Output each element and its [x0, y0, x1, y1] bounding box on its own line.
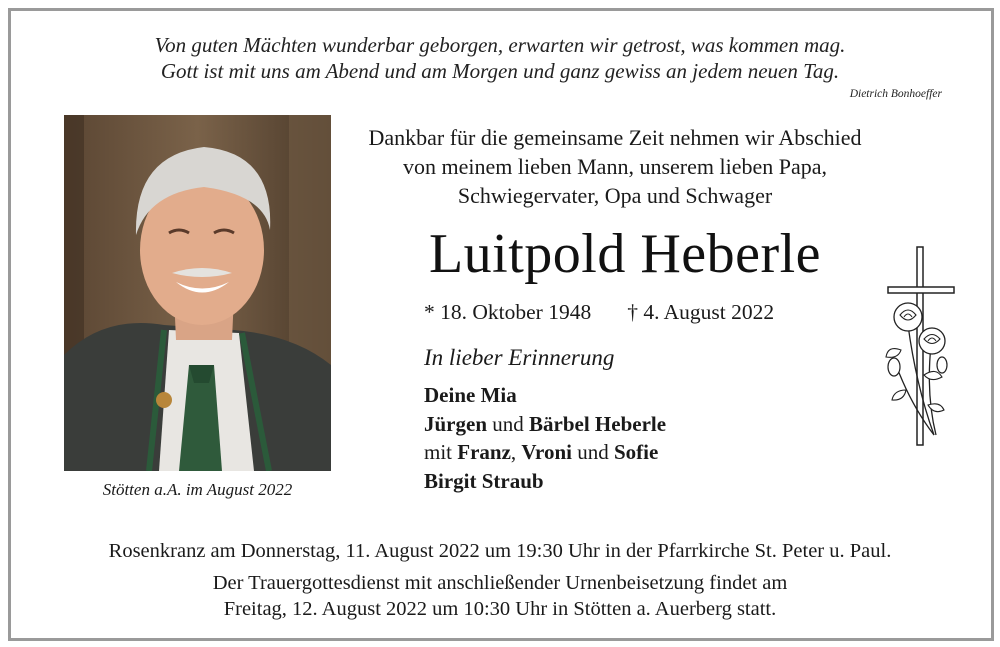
family-member: Franz [457, 440, 511, 464]
family-member: Vroni [521, 440, 572, 464]
death-date: † 4. August 2022 [627, 300, 775, 324]
memorial-heading: In lieber Erinnerung [424, 345, 615, 370]
intro-line-3: Schwiegervater, Opa und Schwager [457, 183, 773, 208]
quote-line-2: Gott ist mit uns am Abend und am Morgen und ganz gewiss an jedem neuen Tag. [160, 59, 840, 83]
cross-rose-icon [876, 245, 964, 450]
family-member: Jürgen [424, 411, 487, 436]
photo-caption: Stötten a.A. im August 2022 [102, 480, 293, 499]
rosary-notice: Rosenkranz am Donnerstag, 11. August 2022 um 19:30 Uhr in der Pfarrkirche St. Peter u. Paul. [108, 540, 892, 562]
family-row-1 [424, 381, 666, 410]
intro-line-2: von meinem lieben Mann, unserem lieben Papa, [403, 154, 827, 179]
intro-text [345, 123, 885, 210]
family-connector: , [510, 440, 522, 464]
family-member: Sofie [613, 440, 659, 464]
family-list [424, 381, 666, 495]
family-row-2 [424, 410, 666, 439]
birth-date: * 18. Oktober 1948 [424, 300, 592, 324]
family-member: Deine Mia [424, 383, 517, 407]
service-notice-line-1: Der Trauergottesdienst mit anschließender Urnenbeisetzung findet am [212, 572, 788, 594]
family-member: Bärbel Heberle [529, 411, 667, 436]
family-row-3 [424, 438, 666, 467]
life-dates [424, 300, 774, 325]
family-connector: mit [424, 440, 458, 464]
family-row-4 [424, 467, 666, 496]
family-member: Birgit Straub [424, 468, 544, 493]
portrait-photo [64, 115, 331, 471]
intro-line-1: Dankbar für die gemeinsame Zeit nehmen wir Abschied [368, 125, 862, 150]
deceased-name: Luitpold Heberle [428, 223, 822, 285]
quote-line-1: Von guten Mächten wunderbar geborgen, erwarten wir getrost, was kommen mag. [154, 33, 846, 57]
service-notice-line-2: Freitag, 12. August 2022 um 10:30 Uhr in Stötten a. Auerberg statt. [223, 598, 777, 620]
quote-author: Dietrich Bonhoeffer [849, 88, 942, 100]
family-connector: und [487, 411, 529, 436]
family-connector: und [571, 440, 614, 464]
